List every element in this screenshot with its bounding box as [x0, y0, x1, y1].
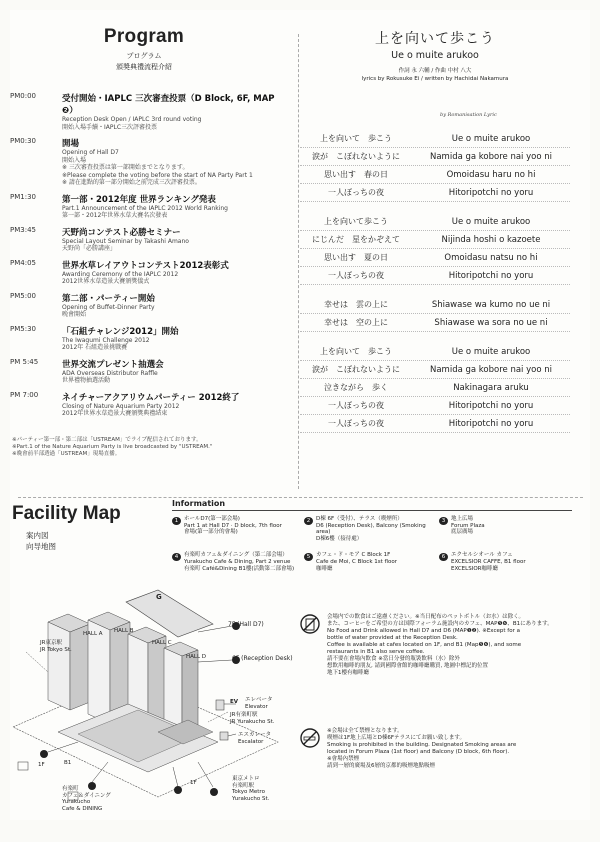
program-footnote: ※Part.1 of the Nature Aquarium Party is live broadcasted by "USTREAM.": [12, 444, 213, 450]
information-line: Forum Plaza: [451, 522, 485, 529]
lyric-stanza: [300, 343, 570, 433]
program-item-detail: Closing of Nature Aquarium Party 2012: [62, 402, 180, 410]
song-credit-jp: 作詞 永 六輔 / 作曲 中村 八大: [398, 68, 472, 74]
facility-sub-cn: 向导地图: [26, 542, 56, 551]
lyric-romaji: Hitoripotchi no yoru: [448, 400, 534, 411]
program-item-detail: 第一部・2012年世界水草大賽名次發表: [62, 212, 168, 219]
program-item-detail: Part.1 Announcement of the IAPLC 2012 World Ranking: [62, 204, 228, 212]
map-label-jr-yurakucho: JR有楽町駅 JR Yurakucho St.: [230, 712, 275, 725]
lyric-romaji: Shiawase wa kumo no ue ni: [431, 299, 551, 310]
information-text: [184, 552, 294, 572]
program-item-note: ※ 請在進點的第一部分開始之前完成三次評審投票。: [62, 179, 201, 186]
lyric-jp: 幸せは 空の上に: [324, 318, 388, 327]
lyric-line: [300, 361, 570, 379]
information-item: [172, 516, 304, 542]
information-grid: [172, 516, 572, 572]
lyric-line: [300, 314, 570, 332]
information-item: [304, 516, 439, 542]
notice-line: ※会場は全て禁煙となります。: [327, 728, 403, 734]
program-item-detail: Opening of Hall D7: [62, 149, 119, 156]
information-line: 地上広場: [451, 516, 474, 522]
lyric-romaji: Hitoripotchi no yoru: [448, 270, 534, 281]
lyric-romaji: Ue o muite arukoo: [451, 216, 531, 227]
information-number: 4: [172, 553, 181, 561]
program-list: [10, 92, 282, 424]
program-item-title: 世界水草レイアウトコンテスト2012表彰式: [62, 260, 229, 271]
notice-line: また、コーヒーをご希望の方は国際フォーラム施設内のカフェ、MAP❺❻、B1にあります。: [327, 621, 553, 627]
program-time: PM1:30: [10, 192, 36, 201]
no-smoking-icon: [300, 728, 320, 748]
lyric-jp: 思い出す 夏の日: [324, 253, 388, 262]
information-line: 有楽町 Café&Dining B1樓(活動第二部會場): [184, 565, 295, 572]
program-item-detail: 2012年世界水草造景大賽頒獎典禮結束: [62, 410, 168, 417]
information-number: 1: [172, 517, 181, 525]
notice-smoking: [300, 728, 570, 770]
program-item-detail: 晚會開始: [62, 311, 87, 318]
information-line: ホールD7(第一部会場): [184, 516, 240, 522]
program-time: PM5:00: [10, 291, 36, 300]
information-number: 3: [439, 517, 448, 525]
lyric-line: [300, 130, 570, 148]
lyric-jp: 涙が こぼれないように: [312, 365, 400, 374]
program-item-detail: ADA Overseas Distributor Raffle: [62, 369, 158, 377]
information-line: 會場(第一部分的會場): [184, 529, 238, 536]
information-line: Yurakucho Cafe & Dining, Part 2 venue: [184, 558, 291, 565]
map-label-hall-b: HALL B: [114, 628, 134, 634]
lyrics-table: [300, 130, 570, 444]
notice-line: No Food and Drink allowed in Hall D7 and D6 (MAP❶❷). ※Except for a: [327, 628, 520, 634]
notice-drinks: [300, 614, 570, 677]
program-time: PM 5:45: [10, 357, 39, 366]
program-item-detail: 2012世界水草造景大賽頒獎儀式: [62, 278, 150, 285]
program-item-body: [62, 193, 282, 220]
notice-line: bottle of water provided at the Reception Desk.: [327, 635, 458, 641]
lyric-jp: 涙が こぼれないように: [312, 152, 400, 161]
program-item-body: [62, 92, 282, 131]
lyric-romaji: Shiawase wa sora no ue ni: [434, 317, 548, 328]
lyric-jp: 思い出す 春の日: [324, 170, 388, 179]
information-line: 底层廣場: [451, 529, 474, 536]
lyric-line: [300, 249, 570, 267]
program-time: PM0:30: [10, 137, 36, 145]
program-footnote: ※パーティー第一部・第二部は「USTREAM」でライブ配信されております。: [12, 437, 202, 443]
information-text: [184, 516, 282, 542]
information-line: EXCELSIOR咖啡廳: [451, 565, 498, 572]
information-line: 咖啡廳: [316, 565, 333, 572]
notice-line: 請到一層的廣場及6層的京都的吸煙地點吸煙: [327, 763, 436, 769]
information-item: [172, 552, 304, 572]
lyric-line: [300, 267, 570, 285]
lyric-romaji: Namida ga kobore nai yoo ni: [429, 151, 553, 162]
lyric-stanza: [300, 213, 570, 285]
program-item-detail: 世界禮物抽選活動: [62, 377, 111, 384]
map-label-1f-b: 1F: [190, 780, 197, 786]
lyric-romaji: Ue o muite arukoo: [451, 346, 531, 357]
program-subtitle-cn: 頒奬典禮流程介紹: [116, 63, 172, 71]
map-label-jr-tokyo: JR東京駅 JR Tokyo St.: [40, 640, 72, 653]
information-item: [439, 552, 572, 572]
program-time: PM3:45: [10, 225, 36, 234]
information-title: Information: [172, 499, 226, 508]
map-label-ev: EV: [230, 699, 239, 705]
map-label-hall-g: G: [156, 593, 162, 601]
song-header: [300, 28, 570, 82]
program-time: PM5:30: [10, 324, 36, 333]
information-line: Part 1 at Hall D7 · D block, 7th floor: [184, 522, 282, 529]
lyric-jp: 泣きながら 歩く: [324, 383, 388, 392]
program-time: PM0:00: [10, 92, 36, 100]
facility-map-subtitle: [26, 530, 56, 552]
lyric-romaji: Nakinagara aruku: [453, 382, 529, 393]
program-time: PM4:05: [10, 258, 36, 267]
program-item-title: 第二部・パーティー開始: [62, 293, 155, 304]
lyric-romaji: Omoidasu haru no hi: [446, 169, 536, 180]
information-item: [439, 516, 572, 542]
lyric-jp: 上を向いて 歩こう: [320, 134, 392, 143]
lyric-jp: 一人ぼっちの夜: [328, 188, 384, 197]
program-item-body: [62, 226, 282, 253]
map-label-escalator: エスカレータ Escalator: [238, 732, 272, 745]
information-item: [304, 552, 439, 572]
lyric-jp: にじんだ 星をかぞえて: [312, 235, 400, 244]
information-line: エクセルシオール カフェ: [451, 552, 513, 559]
information-number: 6: [439, 553, 448, 561]
program-item-note: ※ 三次審査投票は第一部開始までとなります。: [62, 164, 189, 171]
program-item-title: 天野尚コンテスト必勝セミナー: [62, 227, 181, 238]
program-item-body: [62, 391, 282, 418]
program-item-detail: Special Layout Seminar by Takashi Amano: [62, 237, 189, 245]
notice-line: 喫煙は1F地上広場とD棟6Fテラスにてお願い致します。: [327, 735, 465, 741]
map-label-dining: 有楽町 カフェ＆ダイニング Yurakucho Cafe & DINING: [62, 786, 111, 812]
information-rule: [172, 510, 572, 511]
program-item-note: ※Please complete the voting before the start of NA Party Part 1: [62, 171, 253, 179]
facility-map-title: Facility Map: [12, 503, 121, 524]
lyric-line: [300, 379, 570, 397]
no-drinks-icon: [300, 614, 320, 634]
notice-line: ※會場內禁煙: [327, 756, 360, 762]
information-text: [316, 516, 439, 542]
program-item: [10, 226, 282, 253]
lyric-stanza: [300, 130, 570, 202]
lyric-stanza: [300, 296, 570, 332]
notice-line: 想飲用咖啡的朋友, 請到國際會館的咖啡廳購買, 地圖中標記的位置: [327, 663, 488, 669]
program-time: PM 7:00: [10, 390, 39, 399]
program-footnote: ※晚會前半部透過「USTREAM」現場直播。: [12, 451, 121, 457]
program-item-title: 第一部・2012年度 世界ランキング発表: [62, 194, 216, 205]
lyric-line: [300, 166, 570, 184]
lyric-line: [300, 397, 570, 415]
program-item-detail: 天野尚「必勝講座」: [62, 245, 117, 252]
information-line: カフェ・ド・モア C Block 1F: [316, 552, 391, 559]
information-line: D6 (Reception Desk), Balcony (Smoking area): [316, 522, 426, 536]
information-number: 5: [304, 553, 313, 561]
program-item: [10, 391, 282, 418]
program-item-detail: 開始入場: [62, 156, 87, 164]
information-line: 有楽町カフェ＆ダイニング（第二部会場）: [184, 552, 288, 559]
notice-line: 会場内での飲食はご遠慮ください。※当日配布のペットボトル（お水）は除く。: [327, 614, 525, 620]
information-line: D棟 6F（受付）、テラス（喫煙所）: [316, 516, 403, 522]
map-label-hall-d: HALL D: [186, 654, 207, 660]
lyric-line: [300, 213, 570, 231]
program-item-body: [62, 137, 282, 187]
program-item-detail: 2012年 石組造景挑戰賽: [62, 344, 128, 351]
lyric-line: [300, 231, 570, 249]
information-number: 2: [304, 517, 313, 525]
program-item-detail: Awarding Ceremony of the IAPLC 2012: [62, 270, 179, 278]
notice-line: 地下1樓有咖啡廳: [327, 670, 369, 676]
program-item-detail: Opening of Buffet-Dinner Party: [62, 303, 155, 311]
lyric-jp: 上を向いて 歩こう: [320, 347, 392, 356]
song-title-romaji: Ue o muite arukoo: [391, 50, 479, 61]
program-title: Program: [103, 26, 185, 47]
lyric-line: [300, 184, 570, 202]
notice-line: 請不要在會場內飲食 ※當日分發的瓶裝飲料（水）除外: [327, 656, 460, 662]
program-item-body: [62, 292, 282, 319]
program-item-detail: The Iwagumi Challenge 2012: [62, 336, 150, 344]
information-line: D棟6樓（接待處）: [316, 535, 363, 542]
lyric-romaji: Hitoripotchi no yoru: [448, 418, 534, 429]
notice-drinks-text: [327, 614, 570, 677]
column-divider: [298, 34, 299, 489]
program-item: [10, 325, 282, 352]
map-label-7f: 7F (Hall D7): [228, 621, 264, 628]
map-label-b1: B1: [64, 760, 72, 766]
information-text: [451, 516, 485, 542]
lyric-line: [300, 415, 570, 433]
notice-line: restaurants in B1 also serve coffee.: [327, 649, 425, 655]
notice-line: Smoking is prohibited in the building. Designated Smoking areas are: [327, 742, 517, 748]
lyric-line: [300, 148, 570, 166]
program-footnotes: [12, 437, 282, 458]
program-item-title: 受付開始・IAPLC 三次審査投票（D Block, 6F, MAP ❷）: [62, 94, 275, 116]
information-line: Cafe de Moi, C Block 1st floor: [316, 558, 397, 565]
map-label-6f: 6F (Reception Desk): [232, 655, 293, 662]
map-label-1f-a: 1F: [38, 762, 45, 768]
program-subtitle-jp: プログラム: [126, 52, 162, 60]
lyric-jp: 上を向いて歩こう: [324, 217, 388, 226]
romanization-note: by Romanisation Lyric: [440, 112, 497, 118]
lyric-line: [300, 296, 570, 314]
lyric-romaji: Nijinda hoshi o kazoete: [441, 234, 541, 245]
map-label-hall-a: HALL A: [83, 631, 103, 637]
program-header: [96, 26, 192, 72]
lyric-line: [300, 343, 570, 361]
map-label-metro: 東京メトロ 有楽町駅 Tokyo Metro Yurakucho St.: [232, 776, 270, 802]
lyric-romaji: Namida ga kobore nai yoo ni: [429, 364, 553, 375]
map-label-hall-c: HALL C: [152, 640, 172, 646]
program-item: [10, 92, 282, 131]
lyric-jp: 一人ぼっちの夜: [328, 401, 384, 410]
information-line: EXCELSIOR CAFFE, B1 floor: [451, 558, 526, 565]
program-item: [10, 292, 282, 319]
lyric-jp: 幸せは 雲の上に: [324, 300, 388, 309]
program-item: [10, 358, 282, 385]
lyric-romaji: Hitoripotchi no yoru: [448, 187, 534, 198]
section-divider: [18, 497, 583, 498]
program-item-title: 開場: [62, 139, 80, 149]
program-item-body: [62, 259, 282, 286]
notice-smoking-text: [327, 728, 570, 770]
program-item: [10, 137, 282, 187]
program-item-title: 「石組チャレンジ2012」開始: [62, 326, 179, 337]
song-title-jp: 上を向いて歩こう: [375, 31, 495, 47]
program-item-title: ネイチャーアクアリウムパーティー 2012終了: [62, 392, 240, 403]
notice-line: located in Forum Plaza (1st floor) and Balcony (D block, 6th floor).: [327, 749, 510, 755]
information-text: [316, 552, 397, 572]
notice-line: Coffee is available at cafes located on 1F, and B1 (Map❺❻), and some: [327, 642, 522, 648]
facility-sub-jp: 案内図: [26, 531, 49, 540]
lyric-jp: 一人ぼっちの夜: [328, 271, 384, 280]
program-item-detail: 開始入場手續・IAPLC三次評審投票: [62, 123, 158, 131]
map-label-elevator: エレベータ Elevator: [245, 697, 273, 710]
lyric-romaji: Omoidasu natsu no hi: [444, 252, 538, 263]
program-item-title: 世界交流プレゼント抽選会: [62, 359, 164, 370]
information-text: [451, 552, 526, 572]
program-item-body: [62, 325, 282, 352]
lyric-romaji: Ue o muite arukoo: [451, 133, 531, 144]
program-item: [10, 193, 282, 220]
program-item-body: [62, 358, 282, 385]
song-credit-en: lyrics by Rokusuke Ei / written by Hachidai Nakamura: [361, 76, 509, 82]
lyric-jp: 一人ぼっちの夜: [328, 419, 384, 428]
program-item-detail: Reception Desk Open / IAPLC 3rd round voting: [62, 116, 202, 123]
program-item: [10, 259, 282, 286]
